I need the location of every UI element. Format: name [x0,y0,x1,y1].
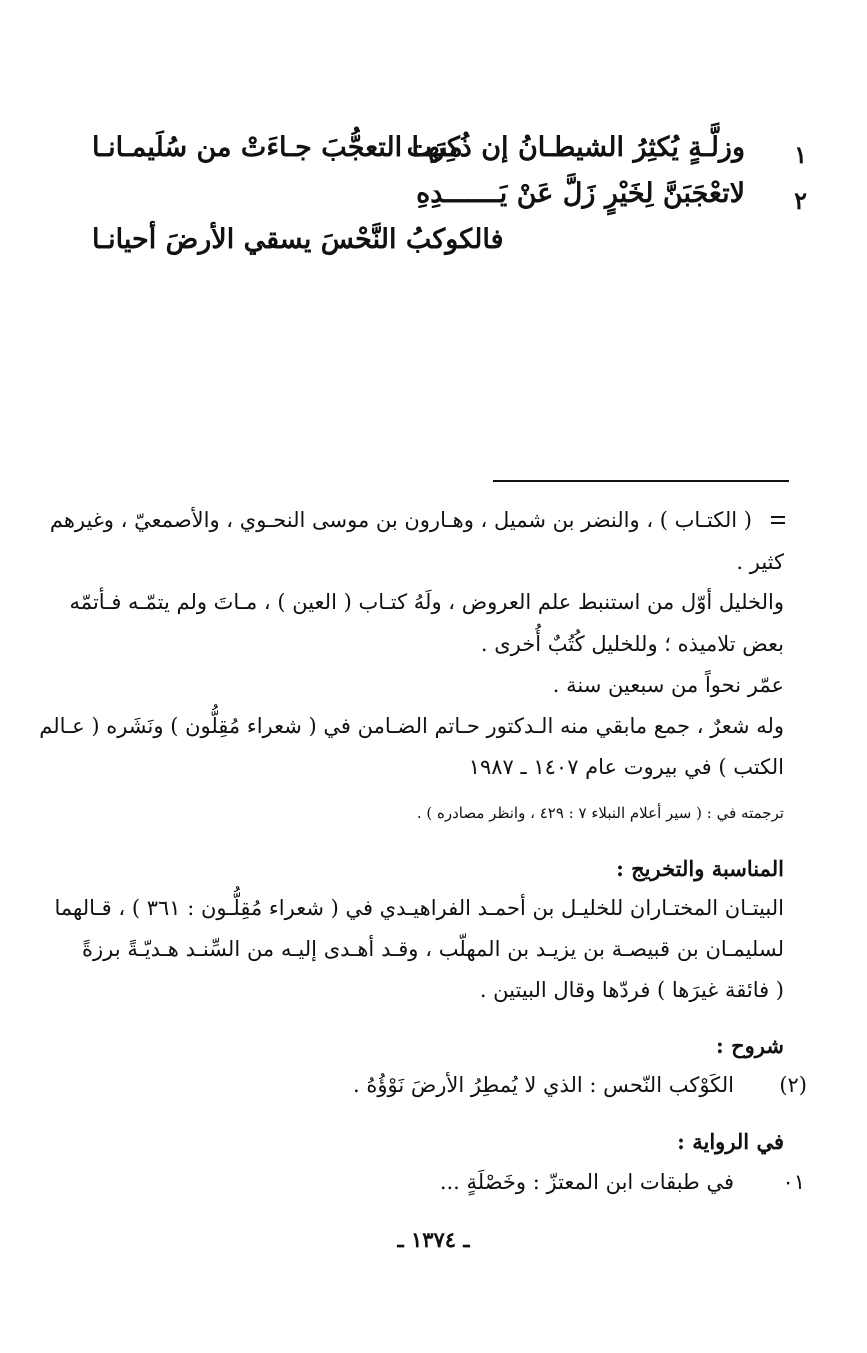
verse-number: ٢ [794,186,807,215]
verse-left-hemistich: فالكوكبُ النَّحْسَ يسقي الأرضَ أحيانـا [92,224,504,255]
section-heading: المناسبة والتخريج : [616,856,784,881]
footnote-line: ( الكتـاب ) ، والنضر بن شميل ، وهـارون بن موسى النحـوي ، والأصمعيّ ، وغيرهم [49,508,752,532]
page-number: ـ ١٣٧٤ ـ [397,1227,470,1252]
section-heading: في الرواية : [677,1129,784,1154]
footnote-line: والخليل أوّل من استنبط علم العروض ، ولَهُ كتـاب ( العين ) ، مـاتَ ولم يتمّـه فـأتمّه [69,590,784,614]
footnote-line: كثير . [736,550,784,574]
verse-right-hemistich: وزلَّـةٍ يُكثِرُ الشيطـانُ إن ذُكِرَت [406,132,745,163]
continuation-mark [771,516,785,528]
occasion-line: لسليمـان بن قبيصـة بن يزيـد بن المهلّب ، وقـد أهـدى إليـه من السِّنـد هـديّـةً برزةً [82,937,784,961]
explanation-text: الكَوْكب النّحس : الذي لا يُمطِرُ الأرضَ نَوْؤُهُ . [353,1073,734,1097]
section-heading: شروح : [716,1033,784,1058]
footnote-line: الكتب ) في بيروت عام ١٤٠٧ ـ ١٩٨٧ [468,755,784,779]
verse-number: ١ [794,140,807,169]
narration-text: في طبقات ابن المعتزّ : وخَصْلَةٍ ... [439,1170,734,1194]
occasion-line: البيتـان المختـاران للخليـل بن أحمـد الفراهيـدي في ( شعراء مُقِلُّـون : ٣٦١ ) ، قـالهما [54,896,784,920]
source-note: ترجمته في : ( سير أعلام النبلاء ٧ : ٤٢٩ ، وانظر مصادره ) . [416,804,784,822]
occasion-line: ( فائقة غيرَها ) فردّها وقال البيتين . [479,978,784,1002]
verse-right-hemistich: لاتعْجَبَنَّ لِخَيْرٍ زَلَّ عَنْ يَـــــــدِهِ [416,178,745,209]
explanation-number: (٢) [779,1073,807,1097]
footnote-line: بعض تلاميذه ؛ وللخليل كُتُبٌ أُخرى . [480,632,784,656]
footnote-separator [493,480,789,482]
verse-left-hemistich: منهـا التعجُّبَ جـاءَتْ من سُلَيمـانـا [92,132,463,163]
narration-number: ٠١ [782,1170,805,1194]
footnote-line: عمّر نحواً من سبعين سنة . [552,673,784,697]
footnote-line: وله شعرٌ ، جمع مابقي منه الـدكتور حـاتم الضـامن في ( شعراء مُقِلُّون ) ونَشَره ( عـالم [39,714,784,738]
